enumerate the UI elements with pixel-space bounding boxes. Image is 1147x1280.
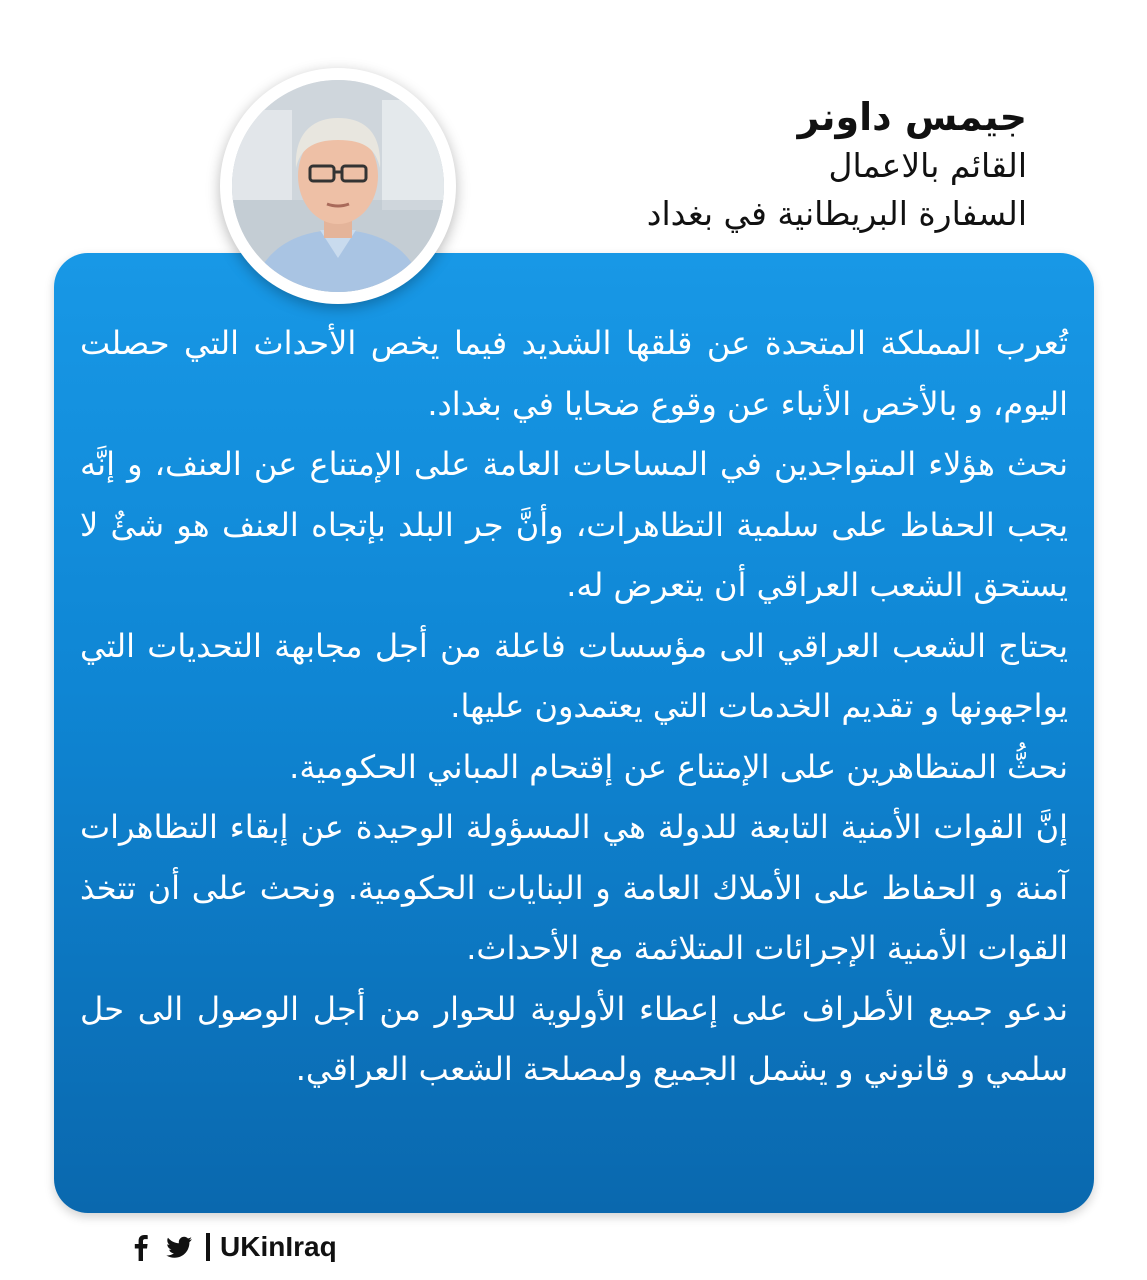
- speaker-name: جيمس داونر: [797, 95, 1027, 139]
- statement-paragraph: تُعرب المملكة المتحدة عن قلقها الشديد فيما يخص الأحداث التي حصلت اليوم، و بالأخص الأنباء عن وقوع ضحايا في بغداد.: [80, 324, 1068, 423]
- statement-paragraph: نحث هؤلاء المتواجدين في المساحات العامة على الإمتناع عن العنف، و إنَّه يجب الحفاظ على سلمية التظاهرات، وأنَّ جر البلد بإتجاه العنف هو شئٌ لا يستحق الشعب العراقي أن يتعرض له.: [80, 445, 1068, 604]
- footer-separator: [206, 1233, 210, 1261]
- speaker-title: القائم بالاعمال: [828, 146, 1027, 185]
- twitter-icon: [164, 1232, 194, 1262]
- speaker-organization: السفارة البريطانية في بغداد: [646, 194, 1027, 233]
- statement-paragraph: نحثُّ المتظاهرين على الإمتناع عن إقتحام المباني الحكومية.: [289, 747, 1068, 786]
- speaker-photo: [232, 80, 444, 292]
- statement-paragraph: إنَّ القوات الأمنية التابعة للدولة هي المسؤولة الوحيدة عن إبقاء التظاهرات آمنة و الحفاظ على الأملاك العامة و البنايات الحكومية. ونحث على أن تتخذ القوات الأمنية الإجرائات المتلائمة مع الأحداث.: [80, 808, 1068, 967]
- statement-paragraph: يحتاج الشعب العراقي الى مؤسسات فاعلة من أجل مجابهة التحديات التي يواجهونها و تقديم الخدمات التي يعتمدون عليها.: [80, 626, 1068, 725]
- statement-paragraph: ندعو جميع الأطراف على إعطاء الأولوية للحوار من أجل الوصول الى حل سلمي و قانوني و يشمل الجميع ولمصلحة الشعب العراقي.: [80, 989, 1068, 1088]
- social-handle: UKinIraq: [220, 1231, 337, 1262]
- speaker-avatar: [220, 68, 456, 304]
- footer: [126, 1230, 337, 1264]
- statement-card: [54, 253, 1094, 1213]
- speaker-info: [507, 92, 1027, 238]
- statement-text: [80, 313, 1068, 1100]
- facebook-icon: [126, 1232, 156, 1262]
